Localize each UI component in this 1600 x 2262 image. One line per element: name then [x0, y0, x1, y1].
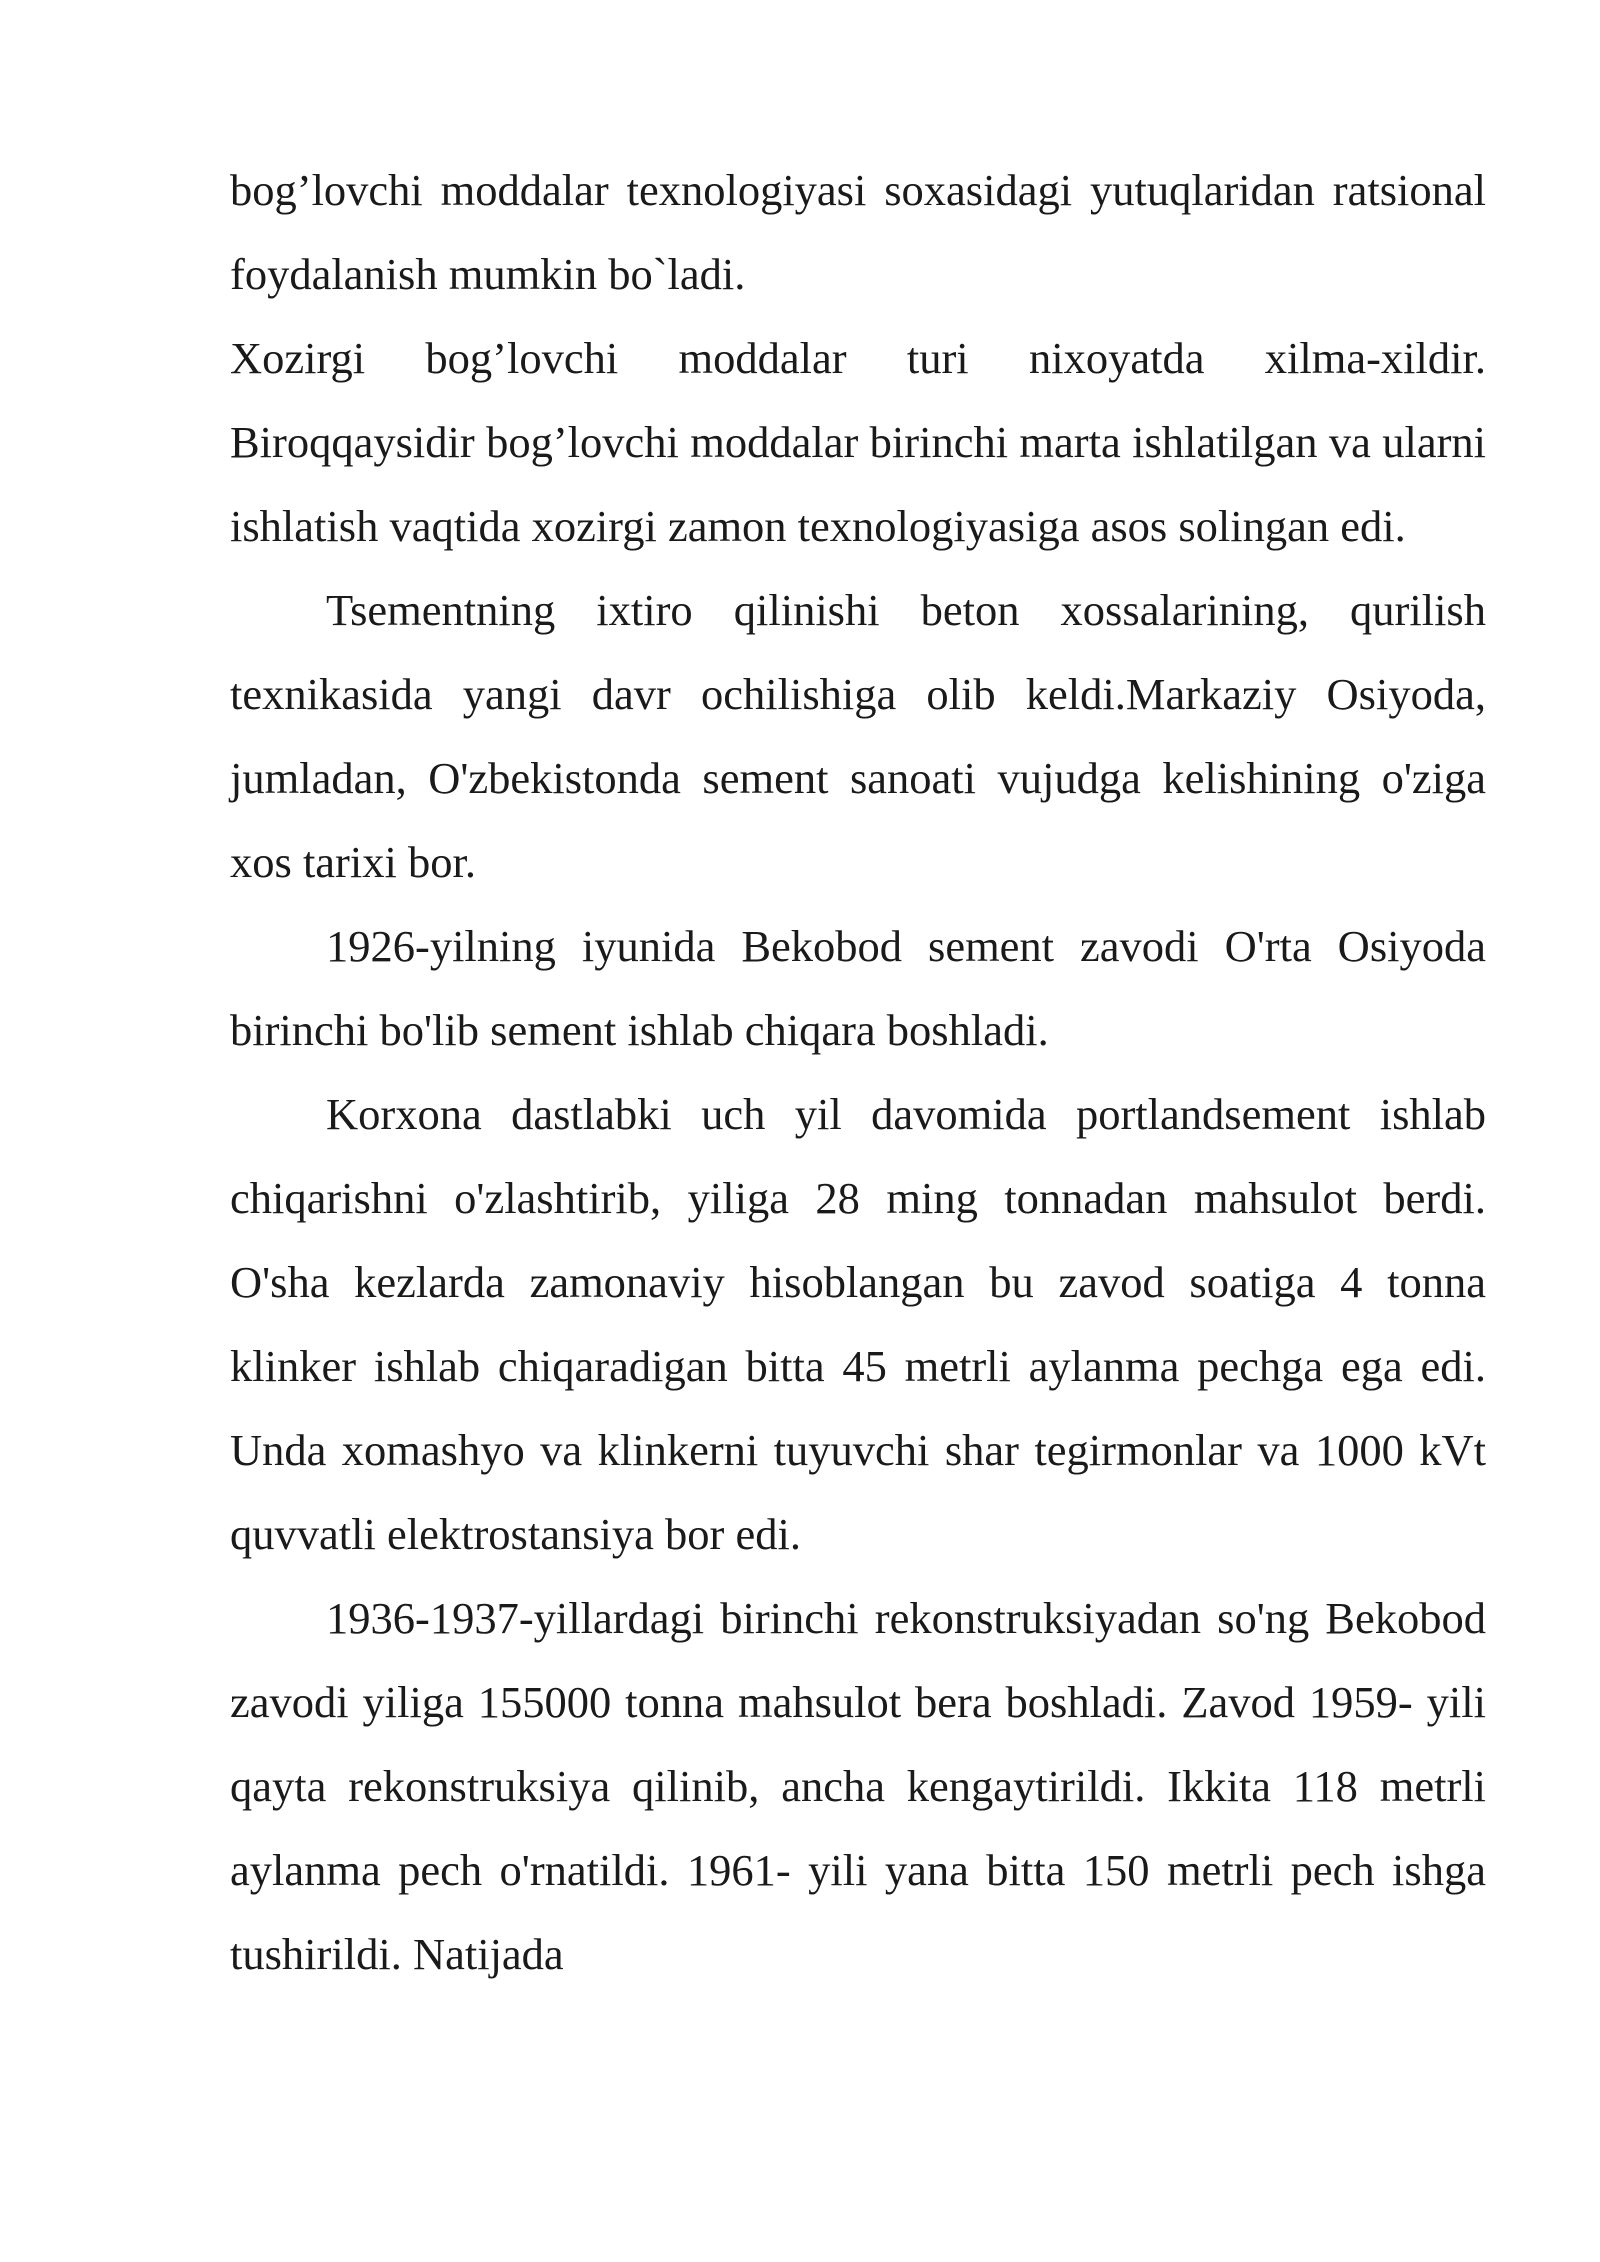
paragraph-binders-technology: bog’lovchi moddalar texnologiyasi soxasidagi yutuqlaridan ratsional foydalanish mumkin bo`ladi. — [230, 165, 1486, 299]
paragraph-reconstruction: 1936-1937-yillardagi birinchi rekonstruksiyadan so'ng Bekobod zavodi yiliga 155000 tonna mahsulot bera boshladi. Zavod 1959- yili qayta rekonstruksiya qilinib, ancha kengaytirildi. Ikkita 118 metrli aylanma pech o'rnatildi. 1961- yili yana bitta 150 metrli pech ishga tushirildi. Natijada — [230, 1593, 1486, 1979]
document-body — [230, 148, 1486, 1996]
paragraph-binder-types: Xozirgi bog’lovchi moddalar turi nixoyatda xilma-xildir. Biroqqaysidir bog’lovchi moddalar birinchi marta ishlatilgan va ularni ishlatish vaqtida xozirgi zamon texnologiyasiga asos solingan edi. — [230, 333, 1486, 551]
paragraph-bekobod-start: 1926-yilning iyunida Bekobod sement zavodi O'rta Osiyoda birinchi bo'lib sement ishlab chiqara boshladi. — [230, 921, 1486, 1055]
paragraph-cement-invention: Tsementning ixtiro qilinishi beton xossalarining, qurilish texnikasida yangi davr ochilishiga olib keldi.Markaziy Osiyoda, jumladan, O'zbekistonda sement sanoati vujudga kelishining o'ziga xos tarixi bor. — [230, 585, 1486, 887]
paragraph-early-production: Korxona dastlabki uch yil davomida portlandsement ishlab chiqarishni o'zlashtirib, yiliga 28 ming tonnadan mahsulot berdi. O'sha kezlarda zamonaviy hisoblangan bu zavod soatiga 4 tonna klinker ishlab chiqaradigan bitta 45 metrli aylanma pechga ega edi. Unda xomashyo va klinkerni tuyuvchi shar tegirmonlar va 1000 kVt quvvatli elektrostansiya bor edi. — [230, 1089, 1486, 1559]
